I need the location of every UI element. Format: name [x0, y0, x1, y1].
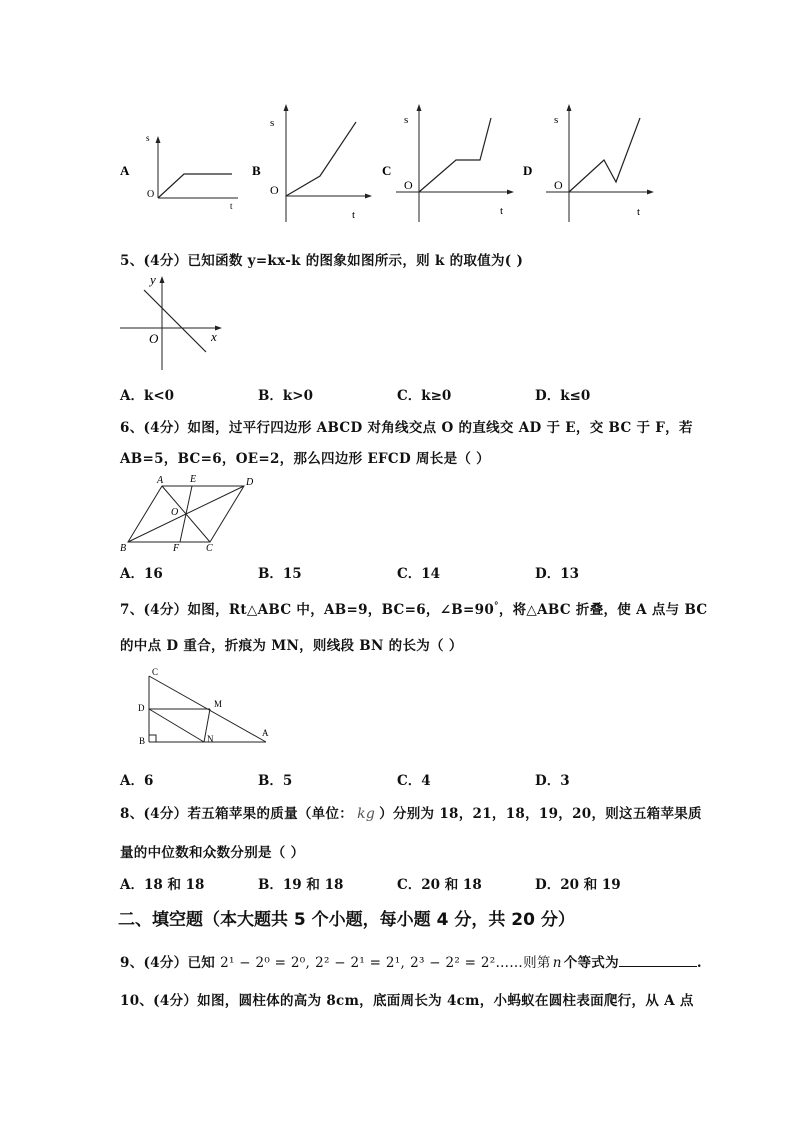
q7-degree: ° — [494, 601, 499, 612]
q9-line: 9、(4分）已知 2¹ − 2⁰ = 2⁰, 2² − 2¹ = 2¹, 2³ − 2² = 2²……则第 n 个等式为 . — [120, 955, 702, 971]
q7-line1 — [120, 598, 707, 618]
q9-end: . — [696, 955, 702, 971]
q8-option-d[interactable]: D．20 和 19 — [535, 877, 621, 893]
graph-a-s: s — [146, 133, 150, 143]
q6-option-b[interactable]: B．15 — [258, 566, 302, 582]
q6-fig-e: E — [190, 474, 197, 485]
q7-option-d[interactable]: D．3 — [535, 773, 570, 789]
q8-line2: 量的中位数和众数分别是（ ） — [120, 845, 305, 861]
graph-a — [120, 133, 238, 211]
graph-d-t: t — [637, 206, 641, 218]
q6-fig-d: D — [246, 477, 254, 488]
q7-option-a[interactable]: A．6 — [120, 773, 154, 789]
graph-d-label: D — [523, 163, 533, 178]
q7-fig-m: M — [214, 699, 223, 709]
graph-a-label: A — [120, 163, 130, 178]
q7-option-c[interactable]: C．4 — [397, 773, 431, 789]
q7-option-b[interactable]: B．5 — [258, 773, 293, 789]
q6-fig-f: F — [173, 543, 180, 554]
graph-b — [252, 104, 372, 222]
graph-d — [523, 104, 654, 222]
q5-figure — [116, 270, 226, 374]
q7-fig-n: N — [207, 734, 214, 744]
graph-b-s: s — [270, 117, 275, 129]
graph-a-o: O — [147, 189, 155, 200]
q7-line2: 的中点 D 重合，折痕为 MN，则线段 BN 的长为（ ） — [120, 638, 463, 654]
graph-c-origin: O — [404, 178, 413, 192]
q6-fig-c: C — [206, 543, 213, 554]
q9-eq3: 2³ − 2² = 2² — [410, 955, 496, 971]
graph-b-label: B — [252, 163, 261, 178]
graph-c-label: C — [382, 163, 392, 178]
graph-b-t: t — [352, 209, 356, 221]
q8-line1-b: ）分别为 18，21，18，19，20，则这五箱苹果质 — [379, 806, 702, 822]
q10-line1: 10、(4分）如图，圆柱体的高为 8cm，底面周长为 4cm，小蚂蚁在圆柱表面爬行，从 A 点 — [120, 993, 694, 1009]
q8-option-c[interactable]: C．20 和 18 — [397, 877, 482, 893]
q7-fig-a: A — [262, 728, 269, 738]
q7-figure — [134, 664, 274, 748]
q9-n: n — [552, 955, 562, 971]
q5-option-d[interactable]: D．k≤0 — [535, 388, 591, 404]
q5-option-a[interactable]: A．k<0 — [120, 388, 175, 404]
graph-c-s: s — [404, 114, 409, 126]
q6-fig-a: A — [157, 475, 164, 486]
graph-a-t: t — [230, 201, 233, 211]
q8-line1-a: 8、(4分）若五箱苹果的质量（单位： — [120, 806, 354, 822]
q9-eq1: 2¹ − 2⁰ = 2⁰ — [220, 955, 306, 971]
q7-fig-c: C — [152, 667, 159, 677]
q6-line1: 6、(4分）如图，过平行四边形 ABCD 对角线交点 O 的直线交 AD 于 E，交 BC 于 F，若 — [120, 420, 693, 436]
q7-fig-d: D — [138, 703, 145, 713]
q7-line1-b: ，将△ABC 折叠，使 A 点与 BC — [498, 602, 708, 618]
graph-d-origin: O — [554, 178, 563, 192]
q9-eq2: 2² − 2¹ = 2¹ — [315, 955, 401, 971]
q5-stem: 5、(4分）已知函数 y=kx-k 的图象如图所示，则 k 的取值为( ) — [120, 253, 524, 269]
q6-fig-b: B — [120, 543, 127, 554]
q9-prefix: 9、(4分）已知 — [120, 955, 216, 971]
q6-option-c[interactable]: C．14 — [397, 566, 441, 582]
q6-line2: AB=5，BC=6，OE=2，那么四边形 EFCD 周长是（ ） — [120, 451, 490, 467]
q7-fig-b: B — [139, 736, 146, 746]
q8-line1 — [120, 802, 702, 822]
q6-option-a[interactable]: A．16 — [120, 566, 163, 582]
q8-option-b[interactable]: B．19 和 18 — [258, 877, 344, 893]
q7-line1-a: 7、(4分）如图，Rt△ABC 中，AB=9，BC=6，∠B=90 — [120, 602, 495, 618]
q5-fig-o: O — [149, 331, 159, 346]
q9-suffix-a: ……则第 — [495, 955, 551, 971]
q6-option-d[interactable]: D．13 — [535, 566, 579, 582]
graph-c — [382, 104, 514, 222]
graph-b-origin: O — [270, 183, 279, 197]
q6-fig-o: O — [171, 507, 179, 518]
q5-option-b[interactable]: B．k>0 — [258, 388, 313, 404]
q9-answer-blank[interactable] — [619, 954, 697, 967]
graph-d-s: s — [554, 114, 559, 126]
q5-fig-y: y — [150, 272, 156, 287]
q8-unit: kg — [357, 806, 376, 822]
q5-option-c[interactable]: C．k≥0 — [397, 388, 452, 404]
motion-graphs-figure — [110, 98, 670, 228]
q6-figure — [116, 472, 266, 556]
graph-c-t: t — [500, 205, 504, 217]
section-2-heading: 二、填空题（本大题共 5 个小题，每小题 4 分，共 20 分） — [118, 910, 575, 930]
q9-suffix-b: 个等式为 — [563, 955, 619, 971]
q5-fig-x: x — [211, 329, 217, 344]
q8-option-a[interactable]: A．18 和 18 — [120, 877, 205, 893]
